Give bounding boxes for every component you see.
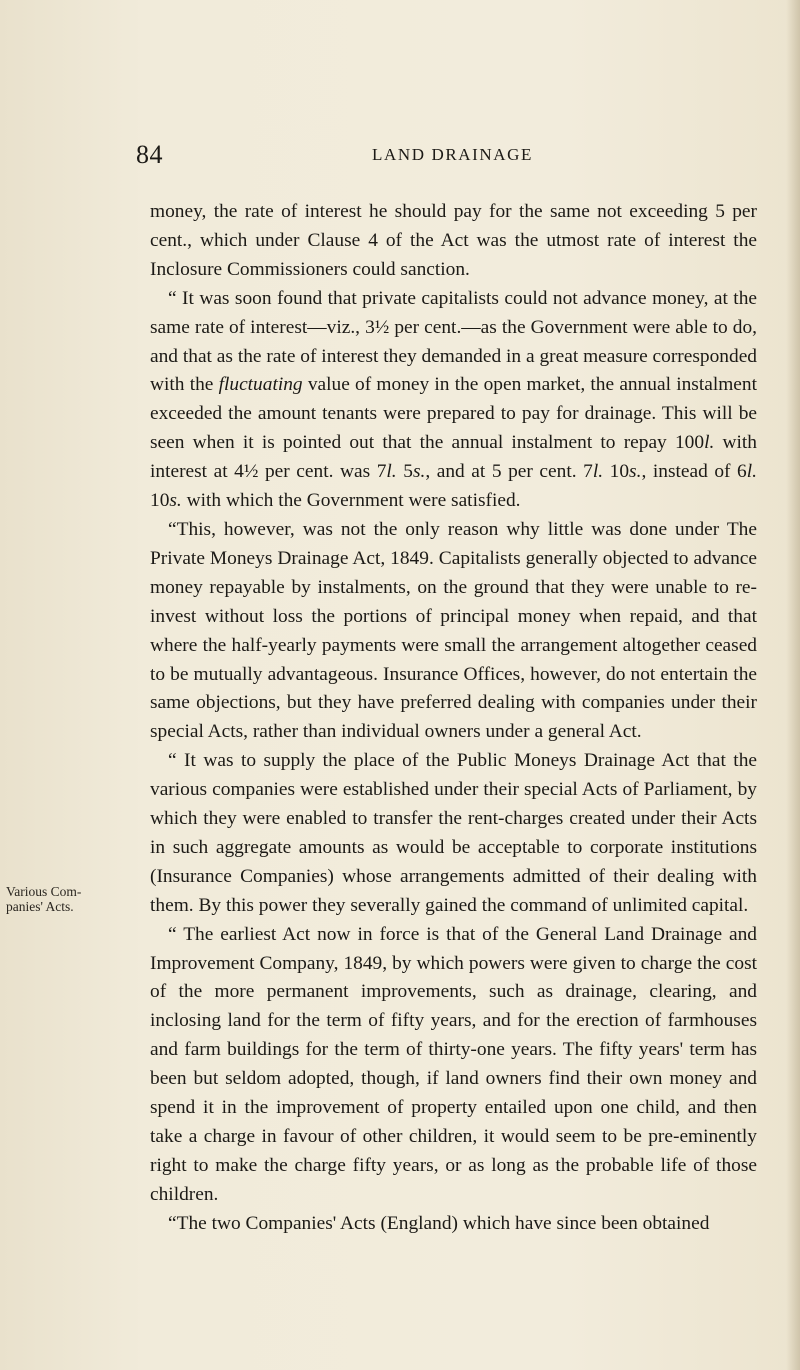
margin-note [6, 884, 86, 914]
italic-text-run: fluctuating [218, 374, 303, 396]
body-text [150, 198, 757, 1239]
text-run: “ The earliest Act now in force is that of the General Land Drainage and Improvement Company, 1849, by which powers were given to charge the cost of the more permanent improvements, such as drainage, clearing, and inclosing land for the term of fifty years, and for the erection of farmhouses and farm buildings for the term of thirty-one years. The fifty years' term has been but seldom adopted, though, if land owners find their own money and spend it in the improvement of property entailed upon one child, and then take a charge in favour of other children, it would seem to be pre-eminently right to make the charge fifty years, or as long as the probable life of those children. [150, 923, 757, 1205]
text-run: 10 [603, 461, 630, 483]
page-header [0, 140, 800, 180]
margin-note-line: Various Com- [6, 884, 82, 899]
text-run: 10 [150, 490, 170, 512]
text-run: money, the rate of interest he should pay for the same not exceeding 5 per cent., which under Clause 4 of the Act was the utmost rate of interest the Inclosure Commissioners could sanction. [150, 201, 757, 280]
text-run: , instead of 6 [641, 461, 747, 483]
running-head: LAND DRAINAGE [372, 145, 534, 164]
italic-text-run: l. [386, 461, 397, 483]
italic-text-run: s. [629, 461, 642, 483]
italic-text-run: l. [592, 461, 604, 483]
italic-text-run: s. [169, 490, 182, 512]
paragraph [150, 198, 757, 285]
text-run: with interest at 4½ per cent. was 7 [150, 432, 757, 483]
page-number: 84 [136, 140, 163, 169]
text-run: with which the Government were satisfied. [181, 490, 521, 512]
text-run: 5 [396, 461, 413, 483]
italic-text-run: l. [746, 461, 758, 483]
text-run: value of money in the open market, the annual instalment exceeded the amount tenants were prepared to pay for drainage. This will be seen when it is pointed out that the annual instalment to repay 100 [150, 374, 757, 454]
paragraph [150, 285, 757, 516]
paragraph [150, 747, 757, 920]
text-run: “This, however, was not the only reason why little was done under The Private Moneys Drainage Act, 1849. Capitalists generally objected to advance money repayable by instalments, on the ground that they were unable to re-invest without loss the portions of principal money when repaid, and that where the half-yearly payments were small the arrangement altogether ceased to be mutually advantageous. Insurance Offices, however, do not entertain the same objections, but they have preferred dealing with companies under their special Acts, rather than individual owners under a general Act. [150, 518, 757, 743]
italic-text-run: l. [704, 432, 715, 454]
text-run: , and at 5 per cent. 7 [425, 461, 593, 483]
text-run: “The two Companies' Acts (England) which have since been obtained [168, 1212, 710, 1234]
paragraph [150, 516, 757, 747]
text-run: “ It was soon found that private capitalists could not advance money, at the same rate of interest—viz., 3½ per cent.—as the Government were able to do, and that as the rate of interest they demanded in a great measure corresponded with the [150, 287, 757, 396]
paragraph [150, 921, 757, 1210]
paragraph [150, 1210, 757, 1239]
page-edge-shadow [786, 0, 800, 1370]
margin-note-line: panies' Acts. [6, 899, 74, 914]
italic-text-run: s. [412, 461, 426, 483]
text-run: “ It was to supply the place of the Public Moneys Drainage Act that the various companies were established under their special Acts of Parliament, by which they were enabled to transfer the rent-charges created under their Acts in such aggregate amounts as would be acceptable to corporate institutions (Insurance Companies) whose arrangements admitted of their dealing with them. By this power they severally gained the command of unlimited capital. [150, 750, 757, 916]
